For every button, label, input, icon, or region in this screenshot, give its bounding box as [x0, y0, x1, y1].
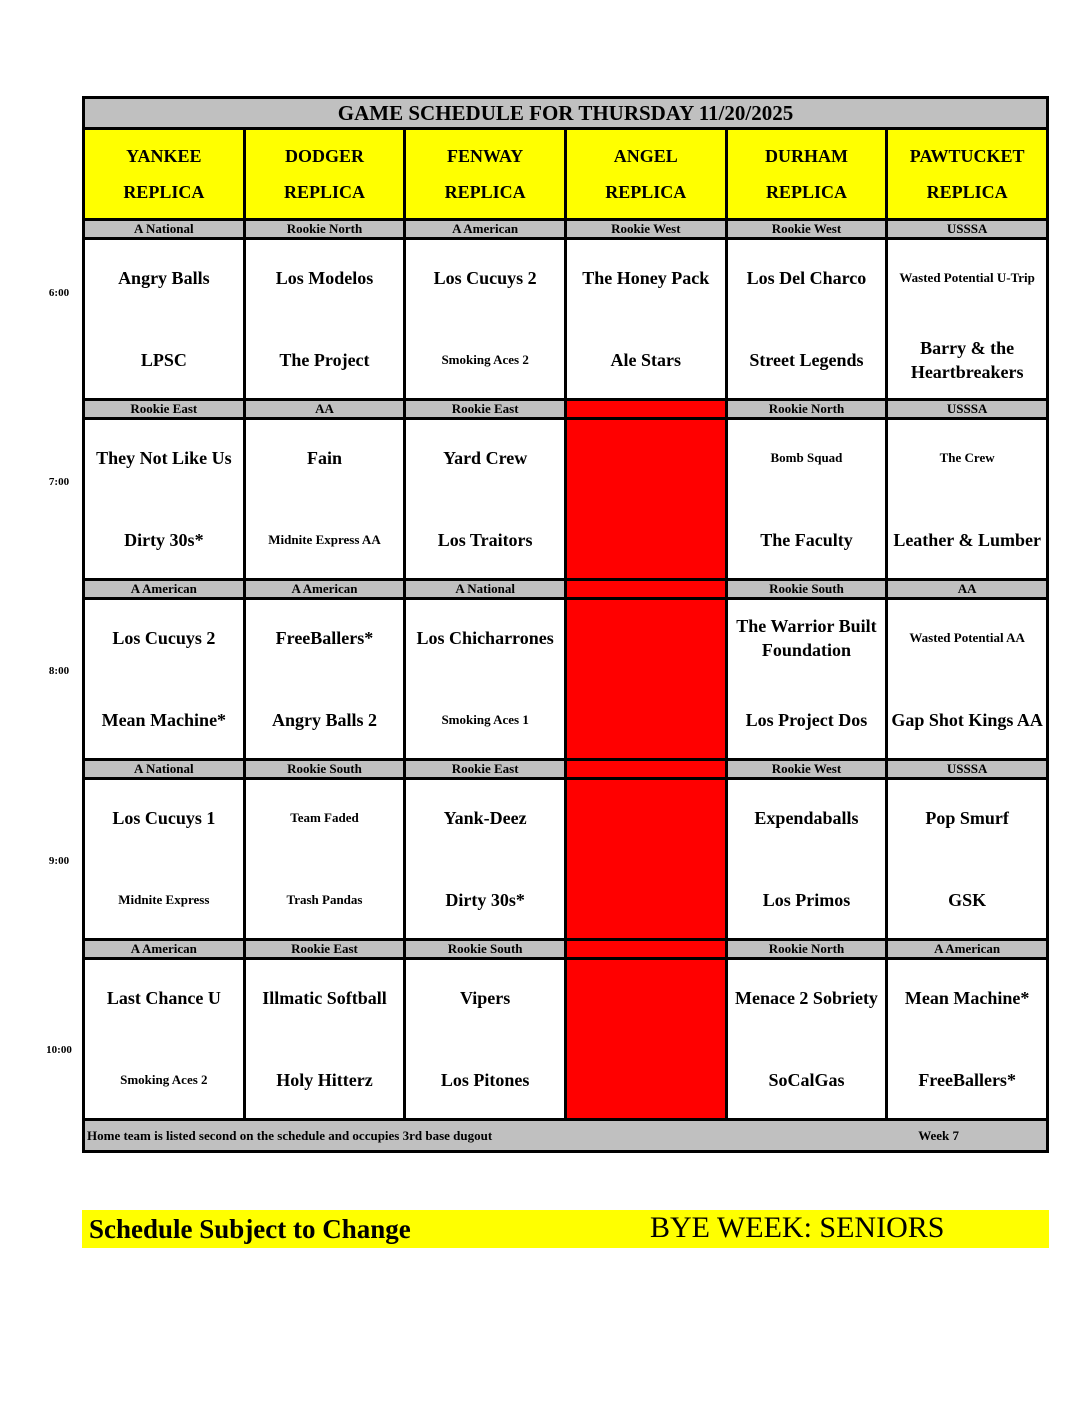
game-cell [405, 419, 566, 580]
game-cell [244, 599, 405, 760]
game-cell [84, 239, 245, 400]
division-label: A National [84, 760, 245, 779]
game-cell [244, 779, 405, 940]
home-team: Midnite Express [118, 892, 210, 907]
home-team: Dirty 30s* [124, 530, 204, 550]
footer-row [84, 1120, 1048, 1152]
game-row [84, 599, 1048, 760]
bye-week-notice: BYE WEEK: SENIORS [650, 1211, 945, 1244]
field-header-pawtucket [887, 129, 1048, 220]
home-team: Smoking Aces 1 [441, 712, 529, 727]
unavailable-slot [565, 419, 726, 580]
away-team: Yard Crew [443, 448, 528, 468]
game-cell [726, 599, 887, 760]
field-subtitle: REPLICA [605, 182, 687, 202]
division-label: USSSA [887, 400, 1048, 419]
game-cell [84, 419, 245, 580]
game-cell [726, 959, 887, 1120]
away-team: Los Del Charco [746, 268, 867, 288]
field-name: DURHAM [764, 146, 848, 166]
home-team: SoCalGas [768, 1070, 845, 1090]
field-subtitle: REPLICA [123, 182, 205, 202]
home-team: Smoking Aces 2 [441, 352, 529, 367]
unavailable-slot [565, 959, 726, 1120]
field-header-durham [726, 129, 887, 220]
unavailable-slot [565, 599, 726, 760]
away-team: FreeBallers* [275, 628, 374, 648]
game-cell [405, 959, 566, 1120]
game-cell [887, 419, 1048, 580]
division-label: AA [244, 400, 405, 419]
division-label: A American [887, 940, 1048, 959]
footer-cell [84, 1120, 1048, 1152]
away-team: Last Chance U [106, 988, 221, 1008]
away-team: Yank-Deez [443, 808, 527, 828]
division-label: Rookie West [565, 220, 726, 239]
division-label: Rookie West [726, 760, 887, 779]
away-team: Team Faded [290, 810, 359, 825]
away-team: Los Modelos [275, 268, 374, 288]
home-team: Angry Balls 2 [271, 710, 377, 730]
field-header-fenway [405, 129, 566, 220]
home-team: Holy Hitterz [276, 1070, 373, 1090]
home-team: Gap Shot Kings AA [891, 710, 1043, 730]
field-name: DODGER [284, 146, 364, 166]
division-row [84, 940, 1048, 959]
division-label: A American [405, 220, 566, 239]
game-cell [726, 419, 887, 580]
schedule-title: GAME SCHEDULE FOR THURSDAY 11/20/2025 [84, 98, 1048, 129]
home-team: Los Traitors [437, 530, 533, 550]
away-team: Bomb Squad [770, 450, 843, 465]
field-name: YANKEE [126, 146, 202, 166]
home-team-note: Home team is listed second on the schedule and occupies 3rd base dugout [87, 1127, 493, 1143]
game-cell [405, 599, 566, 760]
away-team: The Crew [939, 450, 995, 465]
division-label: A American [244, 580, 405, 599]
home-team: LPSC [140, 350, 187, 370]
home-team: Smoking Aces 2 [120, 1072, 208, 1087]
field-subtitle: REPLICA [926, 182, 1008, 202]
away-team: Pop Smurf [925, 808, 1009, 828]
time-label: 10:00 [46, 1044, 72, 1056]
field-subtitle: REPLICA [283, 182, 365, 202]
division-label: Rookie East [405, 760, 566, 779]
game-cell [887, 779, 1048, 940]
home-team: Trash Pandas [286, 892, 363, 907]
home-team: Los Primos [762, 890, 851, 910]
game-cell [565, 239, 726, 400]
game-cell [244, 959, 405, 1120]
game-row [84, 779, 1048, 940]
game-cell [726, 779, 887, 940]
division-label: Rookie South [405, 940, 566, 959]
away-team: Wasted Potential AA [909, 630, 1025, 645]
home-team: Barry & the Heartbreakers [910, 338, 1024, 382]
away-team: The Warrior Built Foundation [736, 616, 877, 660]
away-team: Vipers [459, 988, 511, 1008]
home-team: GSK [948, 890, 987, 910]
time-label: 8:00 [48, 665, 70, 677]
away-team: Los Cucuys 1 [112, 808, 216, 828]
division-label: Rookie East [405, 400, 566, 419]
division-label: A National [84, 220, 245, 239]
schedule-change-notice: Schedule Subject to Change [89, 1214, 411, 1244]
home-team: Street Legends [749, 350, 864, 370]
home-team: Mean Machine* [101, 710, 227, 730]
division-label: Rookie South [726, 580, 887, 599]
game-cell [244, 239, 405, 400]
division-label: AA [887, 580, 1048, 599]
away-team: They Not Like Us [96, 448, 232, 468]
home-team: Leather & Lumber [893, 530, 1041, 550]
away-team: Mean Machine* [904, 988, 1030, 1008]
week-label: Week 7 [918, 1127, 959, 1143]
home-team: Midnite Express AA [268, 532, 381, 547]
game-cell [887, 599, 1048, 760]
away-team: Wasted Potential U-Trip [899, 270, 1035, 285]
game-cell [84, 779, 245, 940]
field-name: FENWAY [446, 146, 524, 166]
home-team: Ale Stars [610, 350, 682, 370]
division-label [565, 580, 726, 599]
field-header-row [84, 129, 1048, 220]
division-row [84, 400, 1048, 419]
division-label: A National [405, 580, 566, 599]
notice-banner [82, 1210, 1049, 1248]
division-label [565, 400, 726, 419]
away-team: Illmatic Softball [262, 988, 387, 1008]
division-label: USSSA [887, 760, 1048, 779]
time-label: 7:00 [48, 476, 70, 488]
division-label: USSSA [887, 220, 1048, 239]
division-row [84, 220, 1048, 239]
division-label: A American [84, 940, 245, 959]
division-row [84, 580, 1048, 599]
home-team: The Faculty [760, 530, 853, 550]
away-team: Expendaballs [754, 808, 859, 828]
away-team: Fain [306, 448, 342, 468]
game-cell [887, 239, 1048, 400]
division-label: Rookie South [244, 760, 405, 779]
home-team: Dirty 30s* [445, 890, 525, 910]
time-label: 6:00 [48, 287, 70, 299]
division-label: Rookie West [726, 220, 887, 239]
game-cell [244, 419, 405, 580]
away-team: Los Cucuys 2 [433, 268, 537, 288]
division-label: Rookie East [84, 400, 245, 419]
field-name: ANGEL [613, 146, 678, 166]
field-subtitle: REPLICA [765, 182, 847, 202]
home-team: Los Project Dos [745, 710, 868, 730]
division-label [565, 940, 726, 959]
title-row [84, 98, 1048, 129]
game-cell [84, 959, 245, 1120]
division-label [565, 760, 726, 779]
division-label: Rookie North [726, 400, 887, 419]
away-team: Angry Balls [118, 268, 210, 288]
game-cell [726, 239, 887, 400]
division-label: Rookie North [244, 220, 405, 239]
division-label: Rookie East [244, 940, 405, 959]
field-header-angel [565, 129, 726, 220]
division-label: A American [84, 580, 245, 599]
game-cell [405, 779, 566, 940]
division-label: Rookie North [726, 940, 887, 959]
home-team: Los Pitones [440, 1070, 530, 1090]
game-cell [405, 239, 566, 400]
away-team: Los Cucuys 2 [112, 628, 216, 648]
game-cell [84, 599, 245, 760]
unavailable-slot [565, 779, 726, 940]
schedule-table [82, 96, 1049, 1153]
game-row [84, 239, 1048, 400]
field-header-yankee [84, 129, 245, 220]
game-cell [887, 959, 1048, 1120]
away-team: Los Chicharrones [416, 628, 554, 648]
home-team: FreeBallers* [918, 1070, 1016, 1090]
time-label: 9:00 [48, 855, 70, 867]
field-subtitle: REPLICA [444, 182, 526, 202]
game-row [84, 959, 1048, 1120]
game-row [84, 419, 1048, 580]
division-row [84, 760, 1048, 779]
away-team: Menace 2 Sobriety [734, 988, 878, 1008]
field-name: PAWTUCKET [909, 146, 1025, 166]
field-header-dodger [244, 129, 405, 220]
home-team: The Project [279, 350, 370, 370]
away-team: The Honey Pack [582, 268, 710, 288]
